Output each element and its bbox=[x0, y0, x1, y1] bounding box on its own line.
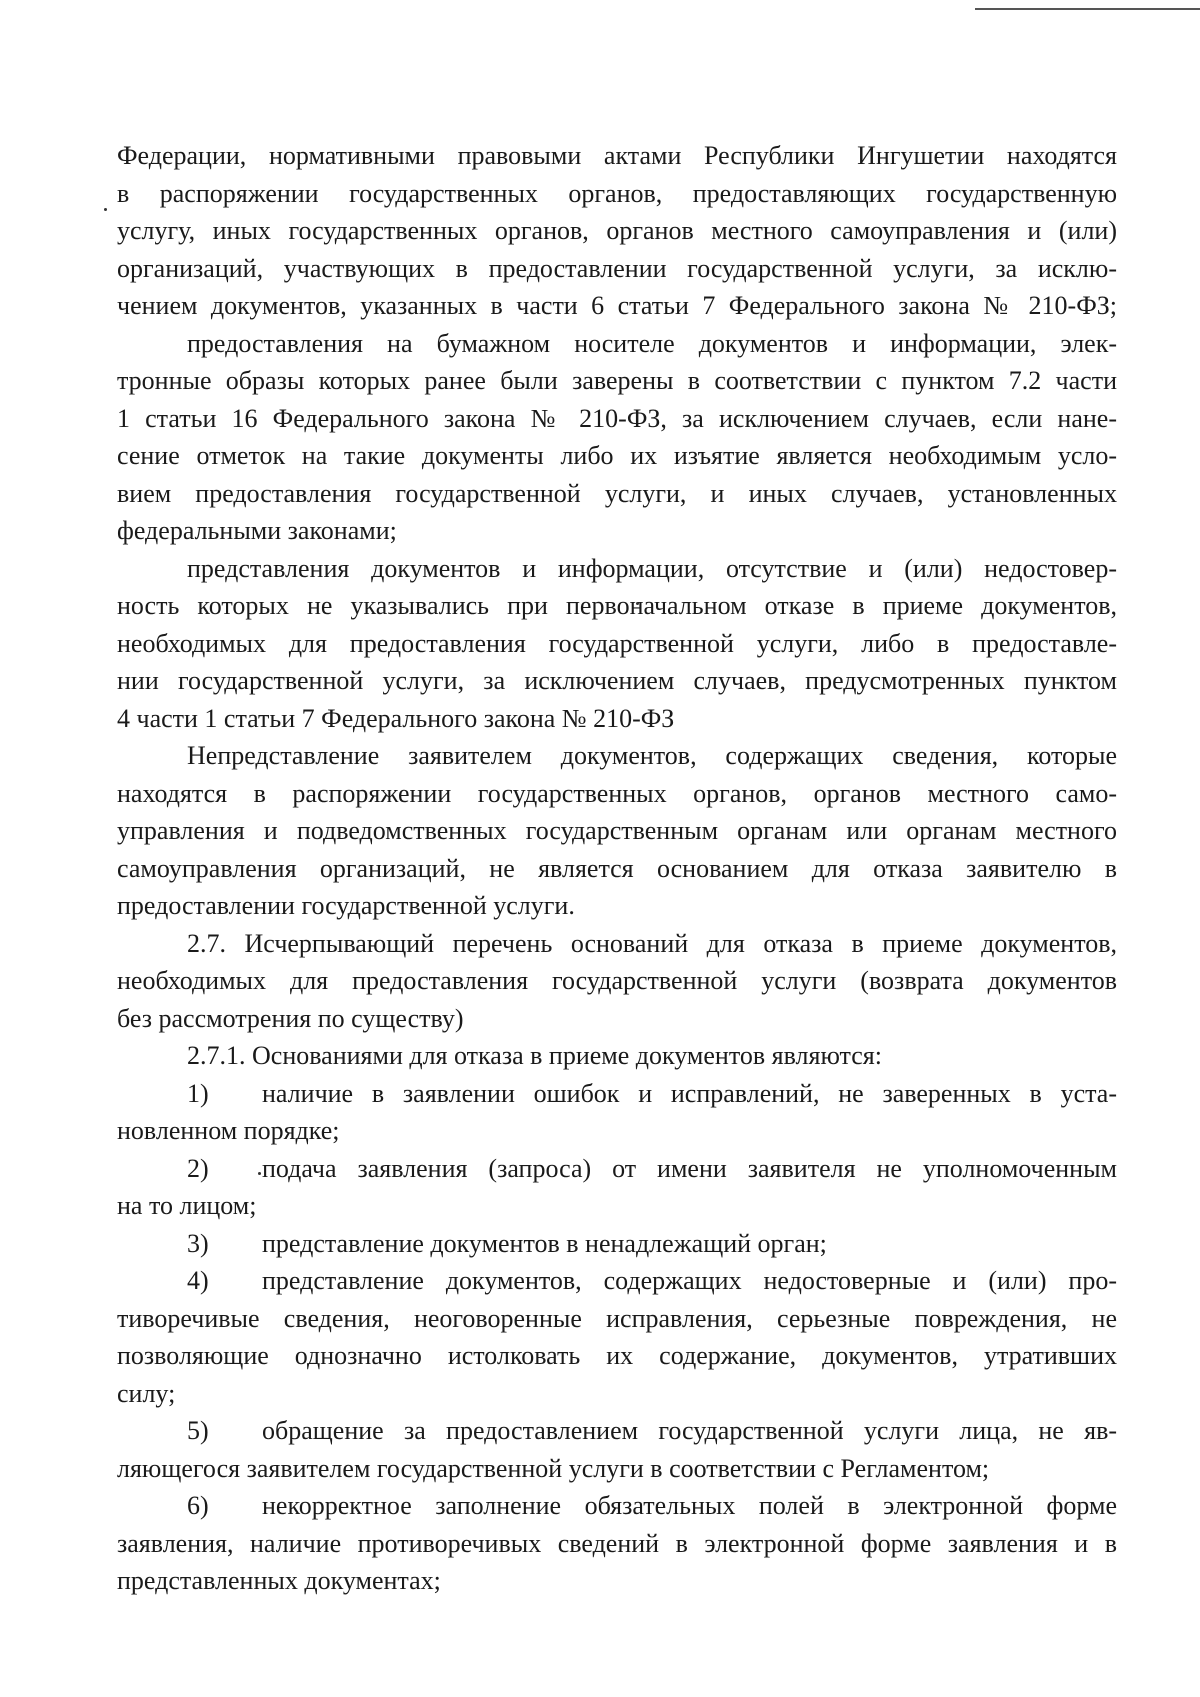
list-item-first-line bbox=[117, 1225, 1117, 1263]
list-item-first-line bbox=[117, 1412, 1117, 1450]
text-line: Непредставление заявителем документов, содержащих сведения, которые bbox=[187, 741, 1117, 770]
text-line: новленном порядке; bbox=[117, 1116, 340, 1145]
list-item-first-line bbox=[117, 1262, 1117, 1300]
document-body bbox=[117, 137, 1117, 1600]
list-item-text: некорректное заполнение обязательных полей в электронной форме bbox=[262, 1491, 1117, 1520]
text-line: силу; bbox=[117, 1378, 176, 1408]
list-item-number: 6) bbox=[187, 1491, 209, 1520]
text-line: сение отметок на такие документы либо их изъятие является необходимым усло- bbox=[117, 441, 1117, 470]
text-line: тиворечивые сведения, неоговоренные исправления, серьезные повреждения, не bbox=[117, 1303, 1117, 1333]
text-line: ность которых не указывались при первоначальном отказе в приеме документов, bbox=[117, 591, 1117, 620]
text-line: тронные образы которых ранее были заверены в соответствии с пунктом 7.2 части bbox=[117, 366, 1117, 395]
text-line: предоставлении государственной услуги. bbox=[117, 891, 575, 920]
text-line: в распоряжении государственных органов, предоставляющих государственную bbox=[117, 178, 1117, 208]
text-line: нии государственной услуги, за исключением случаев, предусмотренных пунктом bbox=[117, 666, 1117, 695]
text-line: самоуправления организаций, не является основанием для отказа заявителю в bbox=[117, 853, 1117, 883]
list-item-text: представление документов, содержащих недостоверные и (или) про- bbox=[262, 1266, 1117, 1295]
list-item-first-line bbox=[117, 1150, 1117, 1188]
list-item-number: 1) bbox=[187, 1078, 209, 1108]
top-edge-rule bbox=[975, 8, 1200, 10]
text-line: заявления, наличие противоречивых сведений в электронной форме заявления и в bbox=[117, 1528, 1117, 1558]
list-item bbox=[117, 1150, 1117, 1225]
scan-speck bbox=[104, 208, 107, 211]
list-item-number: 3) bbox=[187, 1228, 209, 1258]
text-line: необходимых для предоставления государственной услуги, либо в предоставле- bbox=[117, 628, 1117, 658]
list-item-text: представление документов в ненадлежащий орган; bbox=[262, 1228, 827, 1258]
subsection-2-7-1 bbox=[117, 1037, 1117, 1075]
list-item-first-line bbox=[117, 1487, 1117, 1525]
text-line: 1 статьи 16 Федерального закона № 210-ФЗ, за исключением случаев, если нане- bbox=[117, 403, 1117, 433]
text-line: управления и подведомственных государственным органам или органам местного bbox=[117, 816, 1117, 845]
text-line: 2.7. Исчерпывающий перечень оснований для отказа в приеме документов, bbox=[187, 928, 1117, 958]
list-item-text: подача заявления (запроса) от имени заявителя не уполномоченным bbox=[262, 1153, 1117, 1183]
text-line: услугу, иных государственных органов, органов местного самоуправления и (или) bbox=[117, 216, 1117, 245]
paragraph-continuation bbox=[117, 137, 1117, 325]
text-line: чением документов, указанных в части 6 статьи 7 Федерального закона № 210-ФЗ; bbox=[117, 291, 1117, 320]
paragraph-paper-documents bbox=[117, 325, 1117, 550]
list-item-number: 2) bbox=[187, 1153, 209, 1183]
list-item bbox=[117, 1225, 1117, 1263]
text-line: ляющегося заявителем государственной услуги в соответствии с Регламентом; bbox=[117, 1453, 990, 1483]
text-line: позволяющие однозначно истолковать их содержание, документов, утративших bbox=[117, 1341, 1117, 1370]
text-line: федеральными законами; bbox=[117, 516, 397, 545]
list-item-first-line bbox=[117, 1075, 1117, 1113]
list-item bbox=[117, 1487, 1117, 1600]
list-item bbox=[117, 1412, 1117, 1487]
text-line: представления документов и информации, отсутствие и (или) недостовер- bbox=[187, 553, 1117, 583]
section-heading-2-7 bbox=[117, 925, 1117, 1038]
list-item-number: 5) bbox=[187, 1416, 209, 1445]
list-item bbox=[117, 1262, 1117, 1412]
text-line: 4 части 1 статьи 7 Федерального закона № 210-ФЗ bbox=[117, 703, 675, 733]
list-item-text: обращение за предоставлением государственной услуги лица, не яв- bbox=[262, 1416, 1117, 1445]
text-line: 2.7.1. Основаниями для отказа в приеме документов являются: bbox=[187, 1041, 882, 1070]
text-line: находятся в распоряжении государственных органов, органов местного само- bbox=[117, 778, 1117, 808]
list-item bbox=[117, 1075, 1117, 1150]
text-line: предоставления на бумажном носителе документов и информации, элек- bbox=[187, 328, 1117, 358]
list-item-number: 4) bbox=[187, 1266, 209, 1295]
text-line: вием предоставления государственной услуги, и иных случаев, установленных bbox=[117, 478, 1117, 508]
text-line: Федерации, нормативными правовыми актами Республики Ингушетии находятся bbox=[117, 141, 1117, 170]
text-line: без рассмотрения по существу) bbox=[117, 1003, 464, 1033]
text-line: необходимых для предоставления государственной услуги (возврата документов bbox=[117, 966, 1117, 995]
text-line: представленных документах; bbox=[117, 1566, 441, 1595]
paragraph-non-submission bbox=[117, 737, 1117, 925]
text-line: организаций, участвующих в предоставлении государственной услуги, за исклю- bbox=[117, 253, 1117, 283]
text-line: на то лицом; bbox=[117, 1191, 257, 1220]
list-item-text: наличие в заявлении ошибок и исправлений, не заверенных в уста- bbox=[262, 1078, 1117, 1108]
paragraph-representation bbox=[117, 550, 1117, 738]
